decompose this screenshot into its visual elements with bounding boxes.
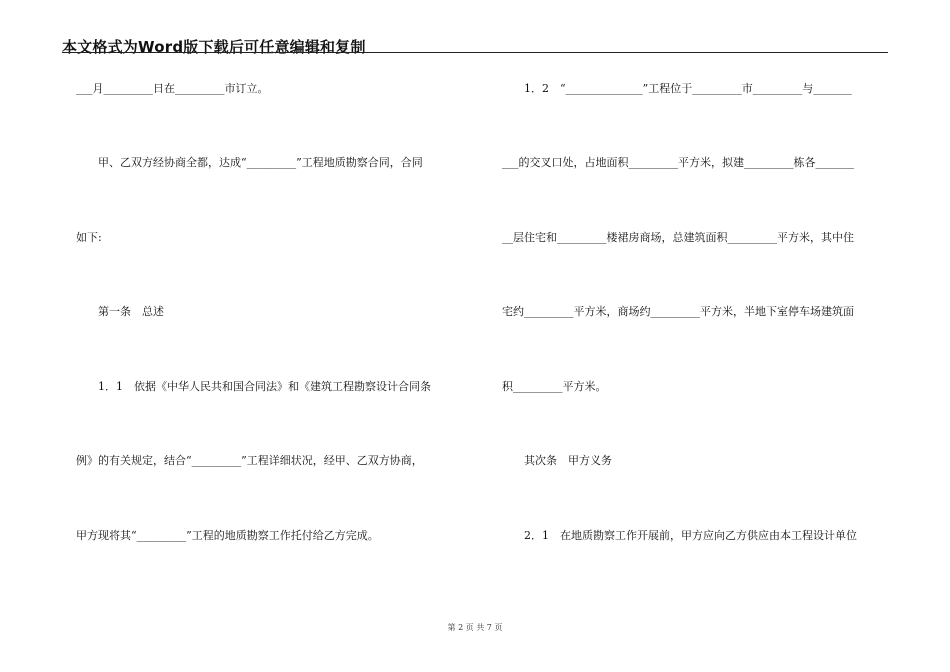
right-line-3: __层住宅和_________楼裙房商场，总建筑面积_________平方米，其中住 (502, 231, 854, 244)
page-number: 第 2 页 共 7 页 (447, 623, 503, 632)
page-header-title: 本文格式为Word版下载后可任意编辑和复制 (62, 38, 366, 56)
left-line-4: 第一条 总述 (76, 305, 164, 318)
right-line-4: 宅约_________平方米，商场约_________平方米，半地下室停车场建筑面 (502, 305, 854, 318)
right-line-6: 其次条 甲方义务 (502, 454, 612, 467)
right-line-7: 2．1 在地质勘察工作开展前，甲方应向乙方供应由本工程设计单位 (502, 529, 857, 542)
left-line-1: ___月_________日在_________市订立。 (76, 82, 269, 95)
left-line-6: 例》的有关规定，结合“_________”工程详细状况，经甲、乙双方协商， (76, 454, 423, 467)
left-line-3: 如下: (76, 231, 102, 244)
left-line-5: 1．1 依据《中华人民共和国合同法》和《建筑工程勘察设计合同条 (76, 380, 431, 393)
right-line-5: 积_________平方米。 (502, 380, 607, 393)
right-line-2: ___的交叉口处，占地面积_________平方米，拟建_________栋各_______ (502, 156, 854, 169)
right-line-1: 1．2 “______________”工程位于_________市_________与_______ (502, 82, 852, 95)
header-divider (62, 52, 888, 53)
left-line-7: 甲方现将其“_________”工程的地质勘察工作托付给乙方完成。 (76, 529, 379, 542)
left-line-2: 甲、乙双方经协商全都，达成“_________”工程地质勘察合同，合同 (76, 156, 423, 169)
